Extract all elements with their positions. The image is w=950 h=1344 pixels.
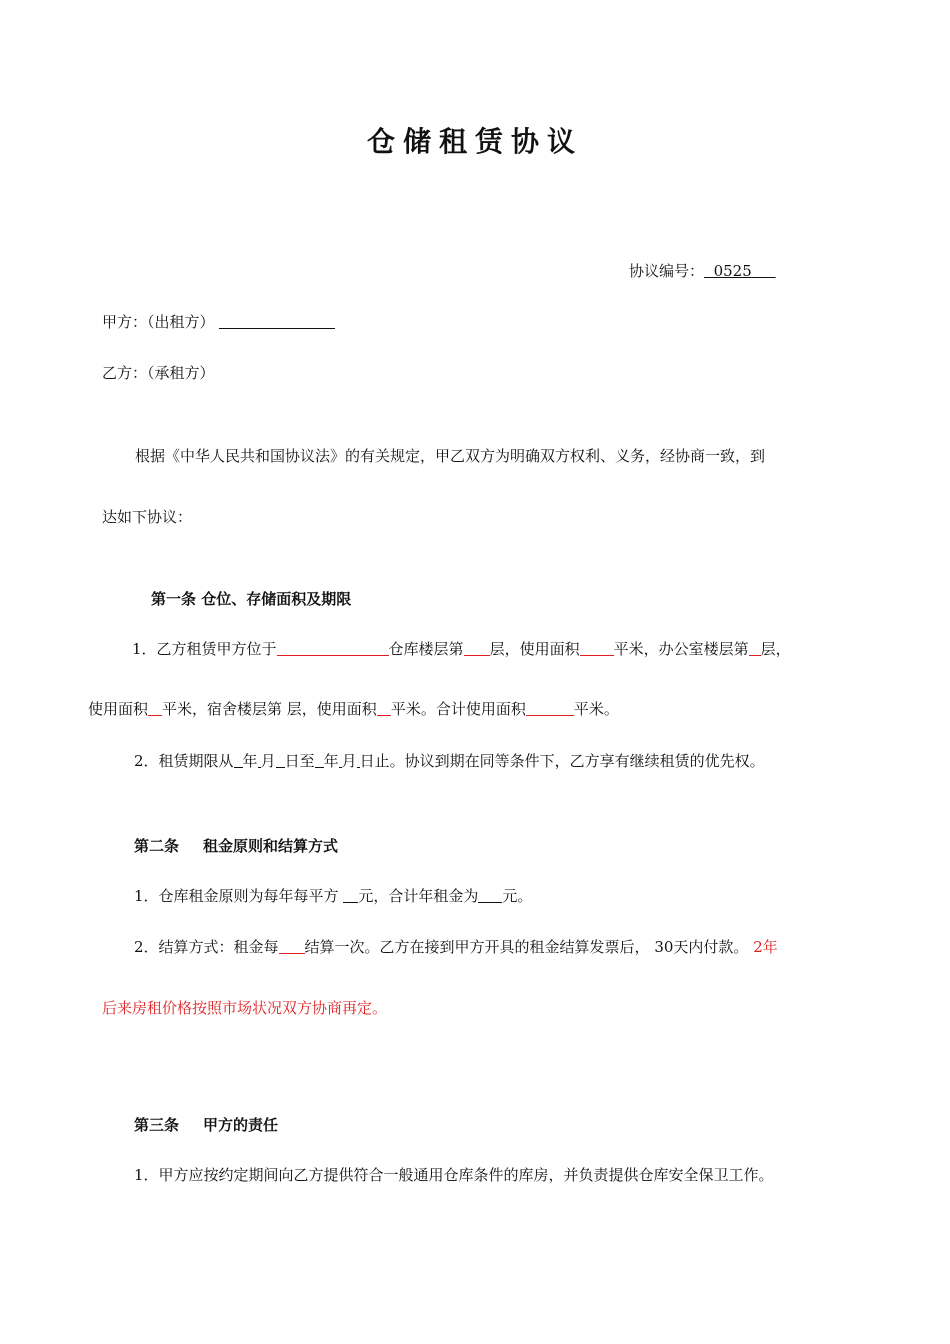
text-run: 年 — [242, 752, 258, 770]
article-2-title: 租金原则和结算方式 — [203, 837, 339, 855]
text-run: 元，合计年租金为 — [358, 887, 479, 905]
start-year-blank — [234, 751, 243, 768]
article-2-item-2-line-1 — [134, 937, 778, 957]
text-run: 年 — [323, 752, 339, 770]
article-1-heading: 第一条 仓位、存储面积及期限 — [151, 590, 352, 608]
text-run: 层，使用面积 — [489, 640, 580, 658]
start-day-blank — [276, 751, 285, 768]
office-area-blank — [148, 699, 162, 716]
text-run: 结算一次。乙方在接到甲方开具的租金结算发票后， 30天内付款。 — [304, 938, 749, 956]
text-run: 平米。 — [573, 700, 619, 718]
preamble-line-2: 达如下协议： — [102, 508, 193, 526]
unit-rent-blank — [343, 886, 358, 903]
settlement-period-blank — [279, 937, 305, 954]
total-area-blank — [526, 699, 574, 716]
end-year-blank — [315, 751, 324, 768]
party-a-line — [102, 312, 335, 332]
text-run: 2．结算方式：租金每 — [134, 938, 279, 956]
article-3-title: 甲方的责任 — [203, 1116, 279, 1134]
article-2-number: 第二条 — [134, 837, 180, 855]
contract-number-value: 0525 — [713, 262, 752, 280]
text-run: 月 — [260, 752, 276, 770]
text-run: 日止。协议到期在同等条件下，乙方享有继续租赁的优先权。 — [359, 752, 765, 770]
article-3-number: 第三条 — [134, 1116, 180, 1134]
article-2-item-1 — [134, 886, 532, 906]
dorm-area-blank — [377, 699, 391, 716]
warehouse-area-blank — [580, 639, 614, 656]
contract-number — [629, 261, 776, 281]
party-a-label: 甲方：（出租方） — [102, 313, 215, 331]
article-1-item-1-line-2 — [88, 699, 619, 719]
text-run: 仓库楼层第 — [388, 640, 464, 658]
article-3-heading — [134, 1115, 278, 1135]
text-run: 层， — [760, 640, 791, 658]
text-run: 2．租赁期限从 — [134, 752, 234, 770]
party-a-blank — [219, 312, 335, 329]
text-run: 1．仓库租金原则为每年每平方 — [134, 887, 344, 905]
text-run: 月 — [341, 752, 357, 770]
location-blank — [277, 639, 389, 656]
party-b-label: 乙方：（承租方） — [102, 364, 215, 382]
document-title: 仓储租赁协议 — [366, 125, 583, 158]
text-run: 1．乙方租赁甲方位于 — [132, 640, 277, 658]
annual-rent-blank — [478, 886, 502, 903]
text-run: 平米，宿舍楼层第 — [162, 700, 287, 718]
rent-review-note: 后来房租价格按照市场状况双方协商再定。 — [102, 999, 388, 1017]
text-run: 平米，办公室楼层第 — [613, 640, 749, 658]
text-run: 层，使用面积 — [286, 700, 377, 718]
text-run: 使用面积 — [88, 700, 149, 718]
text-run: 平米。合计使用面积 — [390, 700, 526, 718]
text-run: 元。 — [502, 887, 533, 905]
text-run: 日至 — [284, 752, 315, 770]
article-2-heading — [134, 836, 338, 856]
rent-review-note-start: 2年 — [753, 938, 778, 956]
article-1-item-2 — [134, 751, 765, 771]
article-1-item-1-line-1 — [132, 639, 791, 659]
office-floor-blank — [749, 639, 761, 656]
article-3-item-1: 1．甲方应按约定期间向乙方提供符合一般通用仓库条件的库房，并负责提供仓库安全保卫工作。 — [134, 1166, 774, 1184]
contract-number-label: 协议编号： — [629, 262, 705, 280]
warehouse-floor-blank — [464, 639, 490, 656]
preamble-line-1: 根据《中华人民共和国协议法》的有关规定，甲乙双方为明确双方权利、义务，经协商一致，到 — [135, 447, 766, 465]
